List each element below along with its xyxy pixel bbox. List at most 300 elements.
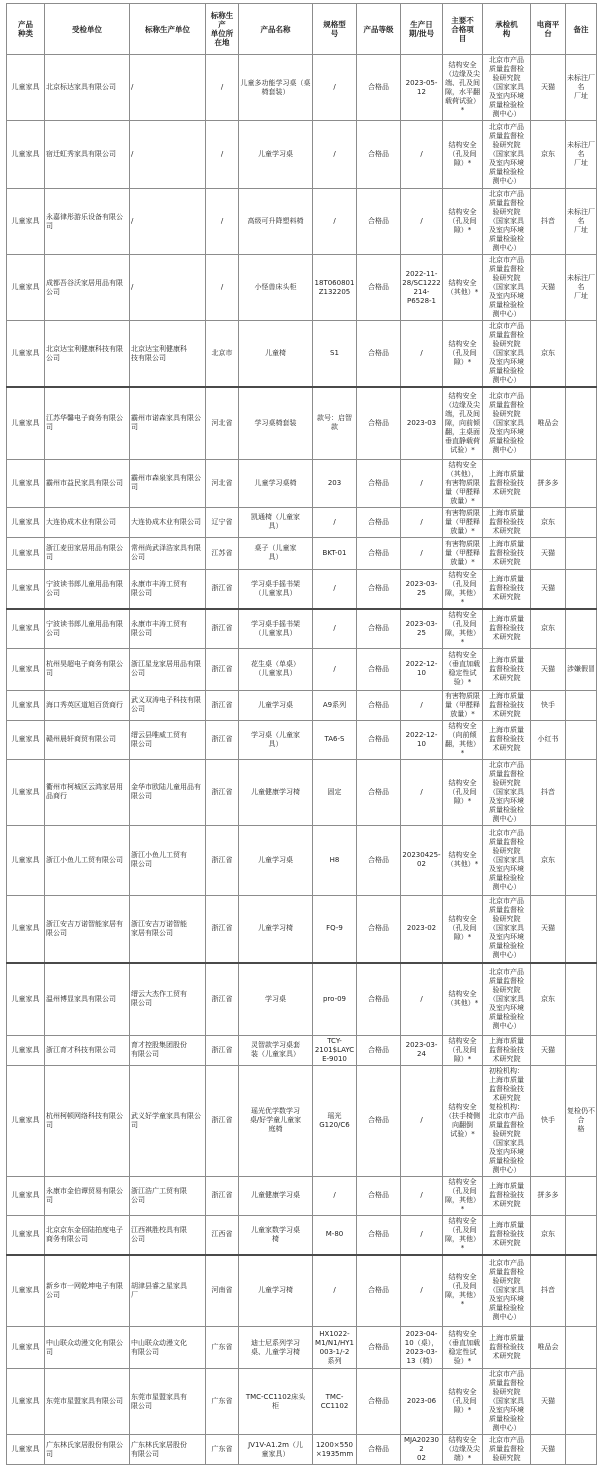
cell-failed-items: 结构安全 （其他）* [443,255,483,321]
cell-product-grade: 合格品 [357,690,401,720]
table-row [7,1035,597,1065]
cell-product-grade: 合格品 [357,1255,401,1327]
cell-nominal-manufacturer: / [130,121,206,189]
table-row [7,1176,597,1215]
table-row [7,387,597,459]
cell-nominal-manufacturer: 浙江小鱼儿工贸有 限公司 [130,825,206,895]
cell-inspected-unit: 浙江安吉万诺智能家居有限公司 [45,895,130,963]
cell-remarks [566,1255,597,1327]
cell-product-name: 迪士尼系列学习 桌、儿童学习椅 [239,1327,313,1369]
cell-ecommerce-platform: 天猫 [531,1369,566,1435]
cell-nominal-manufacturer: 永康市丰涛工贸有 限公司 [130,609,206,649]
cell-remarks: 复检仍不合 格 [566,1065,597,1176]
cell-inspected-unit: 东莞市星盟家具有限公司 [45,1369,130,1435]
cell-product-name: 桌子（儿童家 具） [239,537,313,569]
cell-inspected-unit: 北京标达家具有限公司 [45,55,130,121]
cell-ecommerce-platform: 天猫 [531,55,566,121]
cell-failed-items: 结构安全 （垂直加载 稳定性试 验）* [443,1327,483,1369]
table-row [7,609,597,649]
cell-failed-items: 结构安全 （孔及间 隙）* [443,1369,483,1435]
cell-failed-items: 结构安全 （孔及间 隙）* [443,1035,483,1065]
cell-failed-items: 有害物质限 量（甲醛释 放量）* [443,507,483,537]
cell-nominal-manufacturer: 江西祺胜校具有限 公司 [130,1215,206,1255]
cell-ecommerce-platform: 拼多多 [531,1176,566,1215]
cell-remarks: 未标注厂名 厂址 [566,121,597,189]
cell-manufacturer-location: 北京市 [206,321,239,388]
cell-inspected-unit: 浙江麦田家居用品有限公司 [45,537,130,569]
cell-product-category: 儿童家具 [7,1369,45,1435]
cell-product-category: 儿童家具 [7,1215,45,1255]
header-ecommerce-platform: 电商平 台 [531,4,566,55]
cell-ecommerce-platform: 快手 [531,1065,566,1176]
cell-product-grade: 合格品 [357,825,401,895]
cell-production-date: 2023-04- 10（桌）， 2023-03- 13（椅） [401,1327,443,1369]
cell-model: / [313,648,357,690]
cell-product-grade: 合格品 [357,189,401,255]
cell-product-name: 花生桌（单桌） （儿童家具） [239,648,313,690]
cell-failed-items: 结构安全 （孔及间 隙，其他）* [443,1255,483,1327]
cell-manufacturer-location: 广东省 [206,1435,239,1465]
cell-nominal-manufacturer: 永康市丰涛工贸有 限公司 [130,569,206,609]
cell-production-date: 20230425- 02 [401,825,443,895]
cell-product-grade: 合格品 [357,963,401,1035]
cell-manufacturer-location: 辽宁省 [206,507,239,537]
cell-product-category: 儿童家具 [7,648,45,690]
cell-remarks [566,690,597,720]
table-row [7,1065,597,1176]
cell-testing-agency: 上海市质量 监督检验技 术研究院 [483,1327,531,1369]
cell-testing-agency: 北京市产品 质量监督检 验研究院 [483,1435,531,1465]
cell-product-name: 儿童健康学习桌 [239,1176,313,1215]
cell-product-grade: 合格品 [357,1435,401,1465]
cell-testing-agency: 北京市产品 质量监督检 验研究院 （国家家具 及室内环境 质量检验检 测中心） [483,759,531,825]
cell-failed-items: 有害物质限 量（甲醛释 放量）* [443,690,483,720]
cell-product-name: 儿童学习桌 [239,690,313,720]
cell-product-category: 儿童家具 [7,1035,45,1065]
cell-nominal-manufacturer: / [130,55,206,121]
cell-product-grade: 合格品 [357,720,401,759]
table-row [7,1255,597,1327]
cell-product-category: 儿童家具 [7,895,45,963]
cell-product-name: 学习桌 [239,963,313,1035]
cell-product-category: 儿童家具 [7,321,45,388]
table-row [7,1435,597,1465]
table-row [7,121,597,189]
cell-failed-items: 结构安全 （向前倾 翻，其他）* [443,720,483,759]
cell-failed-items: 结构安全 （垂直加载 稳定性试 验）* [443,648,483,690]
cell-model: M-80 [313,1215,357,1255]
cell-failed-items: 结构安全 （边缘及尖 端）* [443,1435,483,1465]
cell-failed-items: 结构安全 （孔及间 隙，其他）* [443,1215,483,1255]
cell-testing-agency: 北京市产品 质量监督检 验研究院 （国家家具 及室内环境 质量检验检 测中心） [483,1255,531,1327]
cell-product-name: 儿童椅 [239,321,313,388]
cell-model: 固定 [313,759,357,825]
cell-nominal-manufacturer: 胡津县睿之星家具 厂 [130,1255,206,1327]
cell-product-name: 灵智款学习桌套 装（儿童家具） [239,1035,313,1065]
cell-model: 款号：启智 款 [313,387,357,459]
cell-inspected-unit: 霸州市益民家具有限公司 [45,459,130,507]
cell-production-date: / [401,321,443,388]
cell-remarks: 未标注厂名 厂址 [566,189,597,255]
cell-nominal-manufacturer: 广东林氏家居股份 有限公司 [130,1435,206,1465]
table-row [7,507,597,537]
cell-testing-agency: 北京市产品 质量监督检 验研究院 （国家家具 及室内环境 质量检验检 测中心） [483,387,531,459]
cell-remarks [566,963,597,1035]
inspection-results-table [6,3,597,1465]
table-row [7,1215,597,1255]
cell-product-category: 儿童家具 [7,1255,45,1327]
cell-model: / [313,189,357,255]
cell-manufacturer-location: 广东省 [206,1327,239,1369]
cell-testing-agency: 北京市产品 质量监督检 验研究院 （国家家具 及室内环境 质量检验检 测中心） [483,825,531,895]
cell-product-name: 儿童学习桌 [239,121,313,189]
cell-product-grade: 合格品 [357,459,401,507]
cell-nominal-manufacturer: 浙江星龙家居用品有限公司 [130,648,206,690]
table-row [7,759,597,825]
cell-remarks [566,1435,597,1465]
cell-testing-agency: 上海市质量 监督检验技 术研究院 [483,609,531,649]
cell-model: TA6-S [313,720,357,759]
cell-inspected-unit: 浙江小鱼儿工贸有限公司 [45,825,130,895]
cell-product-name: 瑶光优学数学习 桌/好学童儿童家 庭椅 [239,1065,313,1176]
cell-production-date: / [401,459,443,507]
cell-product-category: 儿童家具 [7,507,45,537]
cell-product-grade: 合格品 [357,895,401,963]
cell-failed-items: 结构安全 （边缘及尖 端，孔及间 隙，向前倾 翻，主桌面 垂直静载荷 试验）* [443,387,483,459]
cell-production-date: 2023-02 [401,895,443,963]
header-testing-agency: 承检机 构 [483,4,531,55]
cell-nominal-manufacturer: 浙江浩广工贸有限 公司 [130,1176,206,1215]
cell-inspected-unit: 宁波读书郎儿童用品有限公司 [45,609,130,649]
cell-nominal-manufacturer: 北京达宝利健康科 技有限公司 [130,321,206,388]
cell-testing-agency: 上海市质量 监督检验技 术研究院 [483,537,531,569]
cell-inspected-unit: 大连协成木业有限公司 [45,507,130,537]
cell-product-category: 儿童家具 [7,1327,45,1369]
cell-model: / [313,55,357,121]
cell-product-name: 学习桌（儿童家 具） [239,720,313,759]
cell-failed-items: 结构安全 （孔及间 隙）* [443,759,483,825]
table-header-row [7,4,597,55]
cell-failed-items: 结构安全 （孔及间 隙，其他）* [443,609,483,649]
cell-inspected-unit: 宁波读书郎儿童用品有限公司 [45,569,130,609]
cell-model: BKT-01 [313,537,357,569]
cell-production-date: 2023-05- 12 [401,55,443,121]
cell-ecommerce-platform: 天猫 [531,255,566,321]
cell-remarks [566,507,597,537]
cell-testing-agency: 北京市产品 质量监督检 验研究院 （国家家具 及室内环境 质量检验检 测中心） [483,321,531,388]
cell-production-date: MJA202302 02 [401,1435,443,1465]
cell-remarks [566,1176,597,1215]
cell-product-grade: 合格品 [357,648,401,690]
cell-ecommerce-platform: 京东 [531,1215,566,1255]
cell-ecommerce-platform: 京东 [531,507,566,537]
cell-nominal-manufacturer: 育才控股集团股份 有限公司 [130,1035,206,1065]
cell-manufacturer-location: 河北省 [206,387,239,459]
cell-product-category: 儿童家具 [7,609,45,649]
cell-remarks [566,1369,597,1435]
cell-model: pro-09 [313,963,357,1035]
cell-manufacturer-location: / [206,121,239,189]
cell-production-date: 2023-06 [401,1369,443,1435]
cell-remarks [566,459,597,507]
cell-product-name: 儿童家数学习桌 椅 [239,1215,313,1255]
cell-remarks: 未标注厂名 厂址 [566,255,597,321]
table-row [7,648,597,690]
table-row [7,963,597,1035]
cell-remarks [566,1215,597,1255]
cell-production-date: 2023-03 [401,387,443,459]
table-body [7,55,597,1465]
cell-failed-items: 结构安全 （边缘及尖 端、孔及间 隙，水平翻 载荷试验） * [443,55,483,121]
table-row [7,569,597,609]
cell-ecommerce-platform: 抖音 [531,759,566,825]
header-manufacturer-location: 标称生 产 单位所 在地 [206,4,239,55]
cell-product-category: 儿童家具 [7,963,45,1035]
header-failed-items: 主要不 合格项 目 [443,4,483,55]
cell-inspected-unit: 新乡市一网乾坤电子有限公司 [45,1255,130,1327]
cell-manufacturer-location: / [206,189,239,255]
header-inspected-unit: 受检单位 [45,4,130,55]
cell-manufacturer-location: / [206,255,239,321]
cell-model: HX1022- M1/N1/HY1 003-1/-2 系列 [313,1327,357,1369]
cell-manufacturer-location: 浙江省 [206,720,239,759]
cell-testing-agency: 北京市产品 质量监督检 验研究院 （国家家具 及室内环境 质量检验检 测中心） [483,55,531,121]
cell-nominal-manufacturer: 武义双涛电子科技有限公司 [130,690,206,720]
cell-product-name: 儿童健康学习椅 [239,759,313,825]
cell-failed-items: 结构安全 （其他）， 有害物质限 量（甲醛释 放量）* [443,459,483,507]
cell-ecommerce-platform: 京东 [531,825,566,895]
cell-testing-agency: 上海市质量 监督检验技 术研究院 [483,569,531,609]
cell-testing-agency: 北京市产品 质量监督检 验研究院 （国家家具 及室内环境 质量检验检 测中心） [483,121,531,189]
cell-model: 203 [313,459,357,507]
header-production-date: 生产日 期/批号 [401,4,443,55]
header-nominal-manufacturer: 标称生产单位 [130,4,206,55]
cell-production-date: / [401,1176,443,1215]
cell-model: 瑶光 G120/C6 [313,1065,357,1176]
header-remarks: 备注 [566,4,597,55]
cell-ecommerce-platform: 天猫 [531,648,566,690]
cell-product-category: 儿童家具 [7,759,45,825]
cell-product-category: 儿童家具 [7,825,45,895]
cell-product-grade: 合格品 [357,1035,401,1065]
cell-product-category: 儿童家具 [7,255,45,321]
cell-manufacturer-location: 浙江省 [206,648,239,690]
cell-ecommerce-platform: 天猫 [531,537,566,569]
cell-model: 1200×550 ×1935mm [313,1435,357,1465]
table-row [7,825,597,895]
table-row [7,895,597,963]
cell-nominal-manufacturer: 大连协成木业有限公司 [130,507,206,537]
cell-production-date: 2023-03- 25 [401,569,443,609]
cell-ecommerce-platform: 天猫 [531,895,566,963]
cell-product-grade: 合格品 [357,1369,401,1435]
cell-failed-items: 有害物质限 量（甲醛释 放量）* [443,537,483,569]
cell-production-date: / [401,121,443,189]
cell-nominal-manufacturer: 金华市欧陆儿童用品有限公司 [130,759,206,825]
cell-product-name: TMC-CC1102床头 柜 [239,1369,313,1435]
cell-product-grade: 合格品 [357,1065,401,1176]
cell-inspected-unit: 成都吾谷沃家居用品有限公司 [45,255,130,321]
cell-model: / [313,507,357,537]
cell-product-grade: 合格品 [357,569,401,609]
cell-failed-items: 结构安全 （其他）* [443,825,483,895]
cell-model: / [313,121,357,189]
cell-failed-items: 结构安全 （孔及间 隙）* [443,189,483,255]
cell-product-name: 儿童学习椅 [239,895,313,963]
cell-model: TCY- 2101$LAYC E-9010 [313,1035,357,1065]
cell-production-date: / [401,1215,443,1255]
cell-product-category: 儿童家具 [7,1065,45,1176]
cell-nominal-manufacturer: 东莞市星盟家具有 限公司 [130,1369,206,1435]
header-model: 规格型 号 [313,4,357,55]
cell-nominal-manufacturer: 中山联众动漫文化 有限公司 [130,1327,206,1369]
cell-manufacturer-location: 浙江省 [206,690,239,720]
cell-ecommerce-platform: 天猫 [531,1435,566,1465]
cell-manufacturer-location: 浙江省 [206,1065,239,1176]
cell-product-name: 高级可升降塑料椅 [239,189,313,255]
cell-ecommerce-platform: 京东 [531,609,566,649]
cell-product-category: 儿童家具 [7,720,45,759]
table-row [7,720,597,759]
cell-ecommerce-platform: 快手 [531,690,566,720]
cell-manufacturer-location: 江西省 [206,1215,239,1255]
cell-product-name: 儿童多功能学习桌（桌椅套装） [239,55,313,121]
cell-production-date: / [401,537,443,569]
cell-model: A9系列 [313,690,357,720]
cell-inspected-unit: 永嘉律彤游乐设备有限公司 [45,189,130,255]
cell-product-grade: 合格品 [357,1176,401,1215]
cell-testing-agency: 北京市产品 质量监督检 验研究院 （国家家具 及室内环境 质量检验检 测中心） [483,189,531,255]
cell-production-date: / [401,189,443,255]
cell-testing-agency: 上海市质量 监督检验技 术研究院 [483,690,531,720]
cell-model: / [313,569,357,609]
cell-product-grade: 合格品 [357,1327,401,1369]
cell-remarks [566,1327,597,1369]
cell-nominal-manufacturer: 缙云大杰作工贸有 限公司 [130,963,206,1035]
header-product-category: 产品 种类 [7,4,45,55]
cell-manufacturer-location: 浙江省 [206,963,239,1035]
cell-nominal-manufacturer: 常州尚武泽浩家具有限公司 [130,537,206,569]
cell-product-grade: 合格品 [357,609,401,649]
cell-remarks: 未标注厂名 厂址 [566,55,597,121]
cell-product-grade: 合格品 [357,121,401,189]
table-row [7,459,597,507]
cell-product-name: 儿童学习椅 [239,1255,313,1327]
cell-ecommerce-platform: 唯品会 [531,387,566,459]
cell-manufacturer-location: 江苏省 [206,537,239,569]
cell-failed-items: 结构安全 （扶手椅侧 向翻倒 试验）* [443,1065,483,1176]
cell-manufacturer-location: 浙江省 [206,825,239,895]
cell-product-category: 儿童家具 [7,459,45,507]
cell-model: TMC- CC1102 [313,1369,357,1435]
cell-model: / [313,1255,357,1327]
cell-production-date: 2022-12- 10 [401,720,443,759]
cell-product-category: 儿童家具 [7,1435,45,1465]
cell-production-date: / [401,690,443,720]
cell-testing-agency: 上海市质量 监督检验技 术研究院 [483,1176,531,1215]
cell-ecommerce-platform: 小红书 [531,720,566,759]
cell-inspected-unit: 中山联众动漫文化有限公司 [45,1327,130,1369]
cell-ecommerce-platform: 抖音 [531,1255,566,1327]
cell-testing-agency: 北京市产品 质量监督检 验研究院 （国家家具 及室内环境 质量检验检 测中心） [483,963,531,1035]
cell-product-category: 儿童家具 [7,537,45,569]
table-row [7,55,597,121]
cell-ecommerce-platform: 拼多多 [531,459,566,507]
cell-manufacturer-location: / [206,55,239,121]
cell-nominal-manufacturer: 霸州市诺森家具有限公司 [130,387,206,459]
cell-remarks [566,825,597,895]
header-product-grade: 产品等级 [357,4,401,55]
cell-product-name: 学习桌椅套装 [239,387,313,459]
table-row [7,189,597,255]
cell-testing-agency: 上海市质量 监督检验技 术研究院 [483,1215,531,1255]
cell-inspected-unit: 广东林氏家居股份有限公司 [45,1435,130,1465]
cell-product-grade: 合格品 [357,759,401,825]
cell-remarks [566,759,597,825]
table-row [7,1327,597,1369]
cell-product-name: 儿童学习桌椅 [239,459,313,507]
cell-failed-items: 结构安全 （孔及间 隙，其他）* [443,569,483,609]
cell-failed-items: 结构安全 （孔及间 隙）* [443,121,483,189]
cell-product-grade: 合格品 [357,321,401,388]
cell-production-date: / [401,759,443,825]
cell-ecommerce-platform: 天猫 [531,569,566,609]
cell-product-name: 学习桌手摇书架 （儿童家具） [239,569,313,609]
cell-manufacturer-location: 浙江省 [206,569,239,609]
cell-product-grade: 合格品 [357,507,401,537]
cell-model: / [313,1176,357,1215]
cell-product-grade: 合格品 [357,55,401,121]
cell-ecommerce-platform: 京东 [531,963,566,1035]
cell-product-grade: 合格品 [357,1215,401,1255]
cell-product-grade: 合格品 [357,255,401,321]
cell-product-category: 儿童家具 [7,569,45,609]
cell-nominal-manufacturer: 武义好学童家具有限公司 [130,1065,206,1176]
cell-inspected-unit: 杭州昊超电子商务有限公司 [45,648,130,690]
cell-testing-agency: 上海市质量 监督检验技 术研究院 [483,507,531,537]
cell-inspected-unit: 北京京东金佰陆拍度电子商务有限公司 [45,1215,130,1255]
cell-inspected-unit: 海口秀英区道旭百货商行 [45,690,130,720]
cell-manufacturer-location: 河南省 [206,1255,239,1327]
cell-failed-items: 结构安全 （孔及间 隙）* [443,321,483,388]
cell-model: 18T060801 Z132205 [313,255,357,321]
cell-remarks [566,1035,597,1065]
cell-production-date: / [401,1065,443,1176]
cell-product-grade: 合格品 [357,387,401,459]
cell-production-date: 2022-11- 28/SC1222 214- P6528-1 [401,255,443,321]
cell-product-name: 儿童学习桌 [239,825,313,895]
cell-failed-items: 结构安全 （其他）* [443,963,483,1035]
cell-manufacturer-location: 浙江省 [206,1035,239,1065]
cell-inspected-unit: 浙江育才科技有限公司 [45,1035,130,1065]
table-row [7,255,597,321]
cell-ecommerce-platform: 天猫 [531,1035,566,1065]
cell-inspected-unit: 宿迁虹秀家具有限公司 [45,121,130,189]
cell-product-category: 儿童家具 [7,189,45,255]
cell-product-name: JV1V-A1.2m（儿 童家具） [239,1435,313,1465]
cell-testing-agency: 北京市产品 质量监督检 验研究院 （国家家具 及室内环境 质量检验检 测中心） [483,1369,531,1435]
cell-remarks [566,895,597,963]
cell-nominal-manufacturer: 霸州市森泉家具有限公司 [130,459,206,507]
cell-manufacturer-location: 浙江省 [206,759,239,825]
cell-ecommerce-platform: 唯品会 [531,1327,566,1369]
cell-inspected-unit: 衢州市柯城区云鸿家居用品商行 [45,759,130,825]
cell-product-category: 儿童家具 [7,387,45,459]
cell-inspected-unit: 永康市金伯谭贸易有限公司 [45,1176,130,1215]
cell-remarks [566,321,597,388]
cell-inspected-unit: 江苏华馨电子商务有限公司 [45,387,130,459]
cell-production-date: / [401,963,443,1035]
